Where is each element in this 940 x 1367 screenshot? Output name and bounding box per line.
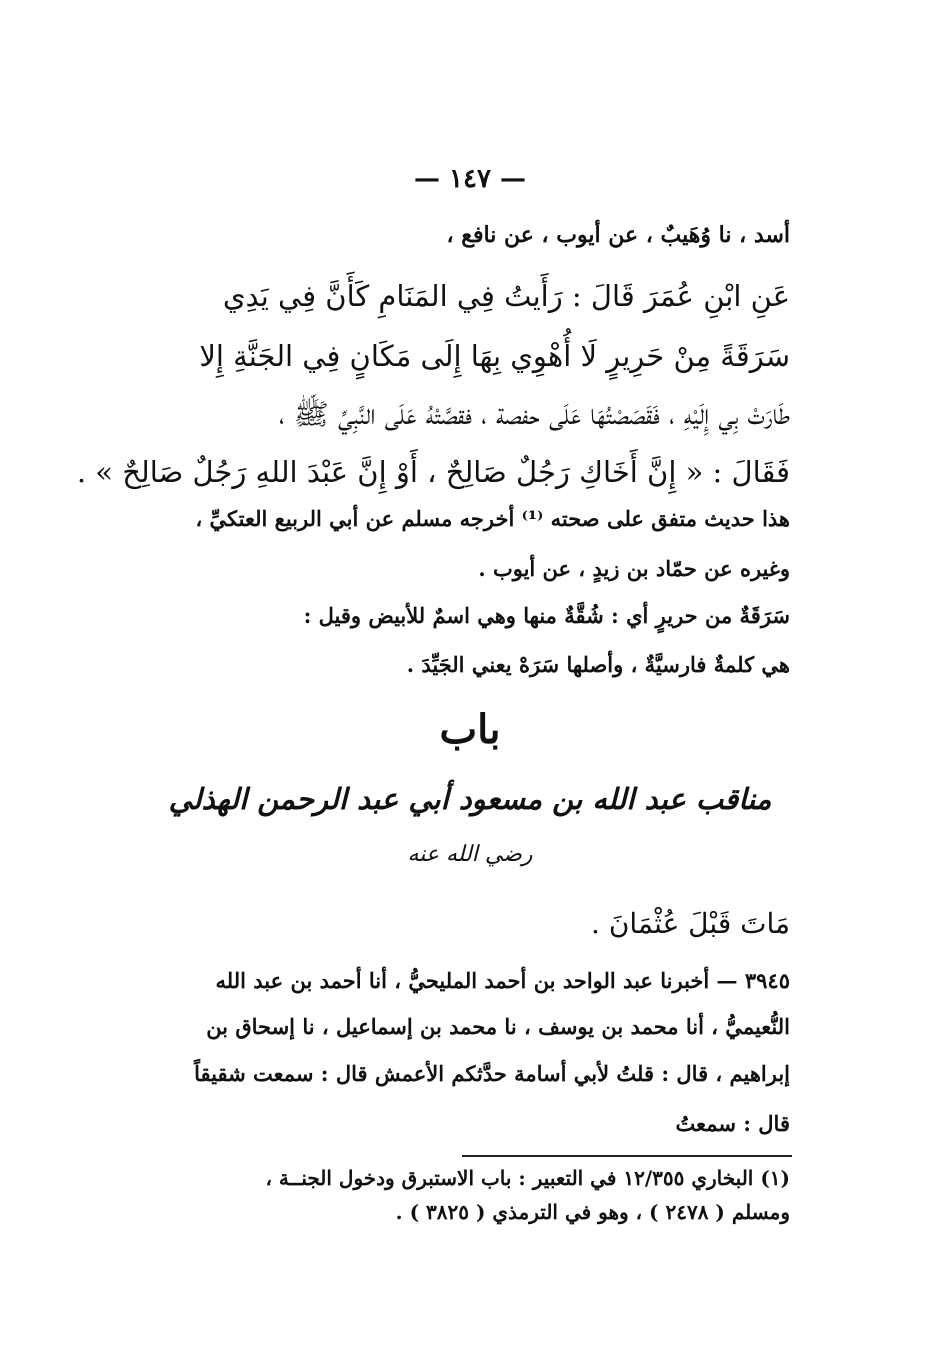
chapter-heading: مناقب عبد الله بن مسعود أبي عبد الرحمن الهذلي (168, 782, 772, 816)
chapter-label: باب (439, 706, 501, 753)
hadith-3945-line-4: قال : سمعتُ (675, 1111, 790, 1136)
hadith-text-line-3: طَارَتْ بِي إِلَيْهِ ، فَقَصَصْتُهَا عَلَى حفصة ، فقصَّتْهُ عَلَى النَّبِيِّ ﷺ ، (278, 397, 790, 431)
gloss-line-1: سَرَقَةٌ من حريرٍ أي : شُقَّةٌ منها وهي اسمٌ للأبيض وقيل : (303, 603, 790, 628)
isnad-chain-end: أسد ، نا وُهَيبٌ ، عن أيوب ، عن نافع ، (446, 222, 790, 248)
footnote-line-2: ومسلم ( ٢٤٧٨ ) ، وهو في الترمذي ( ٣٨٢٥ ) . (395, 1200, 790, 1224)
footnote-line-1: (١) البخاري ١٢/٣٥٥ في التعبير : باب الاستبرق ودخول الجنــة ، (265, 1166, 790, 1190)
grading-line-2: وغيره عن حمّاد بن زيدٍ ، عن أيوب . (478, 556, 790, 581)
hadith-text-line-1: عَنِ ابْنِ عُمَرَ قَالَ : رَأَيتُ فِي المَنَامِ كَأَنَّ فِي يَدِي (222, 279, 790, 313)
footnote-separator (462, 1155, 792, 1157)
chapter-blessing: رضي الله عنه (407, 842, 533, 867)
death-note: مَاتَ قَبْلَ عُثْمَانَ . (591, 907, 790, 940)
hadith-text-line-2: سَرَقَةً مِنْ حَرِيرٍ لَا أُهْوِي بِهَا إِلَى مَكَانٍ فِي الجَنَّةِ إِلا (199, 339, 790, 373)
hadith-text-line-4: فَقَالَ : « إِنَّ أَخَاكِ رَجُلٌ صَالِحٌ ، أَوْ إِنَّ عَبْدَ اللهِ رَجُلٌ صَالِحٌ » . (76, 455, 790, 489)
hadith-3945-line-1: ٣٩٤٥ — أخبرنا عبد الواحد بن أحمد المليحيُّ ، أنا أحمد بن عبد الله (215, 968, 790, 993)
hadith-3945-line-3: إبراهيم ، قال : قلتُ لأبي أسامة حدَّثكم الأعمش قال : سمعت شقيقاً (194, 1061, 790, 1086)
page-number: — ١٤٧ — (413, 164, 527, 194)
grading-line-1: هذا حديث متفق على صحته ⁽¹⁾ أخرجه مسلم عن أبي الربيع العتكيِّ ، (195, 506, 790, 531)
gloss-line-2: هي كلمةٌ فارسيَّةٌ ، وأصلها سَرَهْ يعني الجَيِّدَ . (406, 652, 790, 677)
hadith-3945-line-2: النُّعيميُّ ، أنا محمد بن يوسف ، نا محمد بن إسماعيل ، نا إسحاق بن (206, 1014, 790, 1039)
